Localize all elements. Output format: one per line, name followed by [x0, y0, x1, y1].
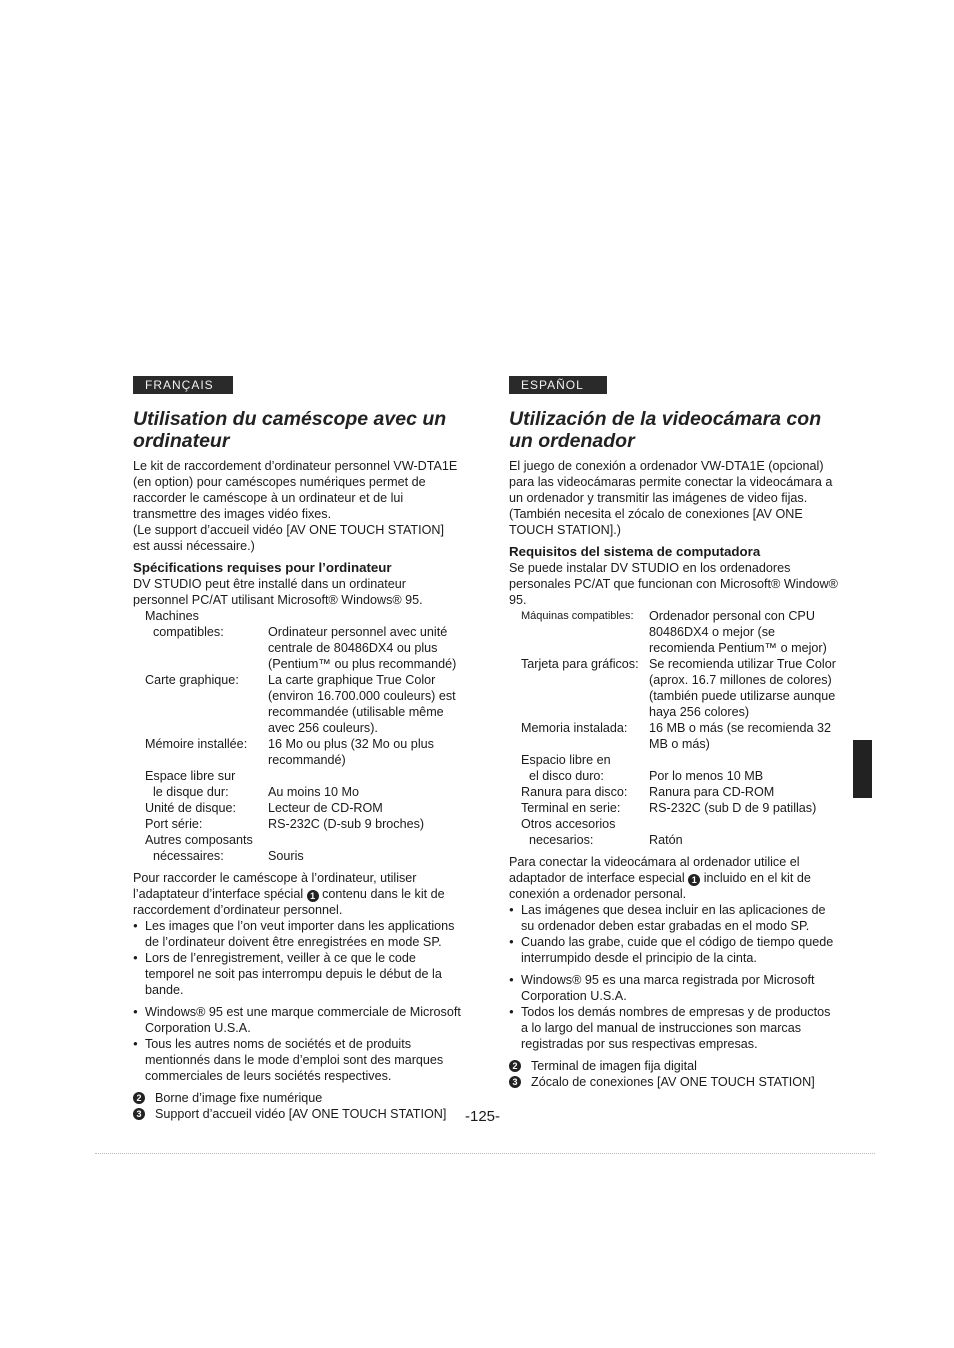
spec-value: Ordinateur personnel avec unité centrale de 80486DX4 ou plus (Pentium™ ou plus recommandé)	[268, 625, 457, 671]
spec-row	[509, 752, 839, 784]
list-item: ● Lors de l’enregistrement, veiller à ce que le code temporel ne soit pas interrompu depuis le début de la bande.	[133, 950, 463, 998]
spec-value: Se recomienda utilizar True Color (aprox. 16.7 millones de colores) (también puede utilizarse aunque haya 256 colores)	[649, 657, 836, 719]
list-item: ● Tous les autres noms de sociétés et de produits mentionnés dans le mode d’emploi sont des marques commerciales de leurs sociétés respectives.	[133, 1036, 463, 1084]
spec-label-cont: nécessaires:	[153, 849, 224, 863]
spec-value: RS-232C (sub D de 9 patillas)	[649, 801, 817, 815]
spec-label: Memoria instalada:	[521, 721, 628, 735]
spec-row	[133, 736, 463, 768]
spec-row	[509, 656, 839, 720]
spec-table-fr	[133, 608, 463, 864]
spec-value: Ratón	[649, 833, 683, 847]
circled-number-1-icon: 1	[688, 874, 700, 886]
footnote: 2 Terminal de imagen fija digital	[509, 1058, 839, 1074]
spec-value: Ranura para CD-ROM	[649, 785, 775, 799]
intro-paragraph-es: El juego de conexión a ordenador VW-DTA1E (opcional) para las videocámaras permite conectar la videocámara a un ordenador y transmitir las imágenes de video fijas.	[509, 459, 833, 505]
circled-number-icon: 3	[509, 1076, 521, 1088]
list-item: ● Todos los demás nombres de empresas y de productos a lo largo del manual de instrucciones son marcas registradas por sus respectivas empresas.	[509, 1004, 839, 1052]
language-badge-es: ESPAÑOL	[509, 376, 607, 394]
spec-label: Ranura para disco:	[521, 785, 628, 799]
circled-number-1-icon: 1	[307, 890, 319, 902]
bottom-divider	[95, 1153, 875, 1154]
bullet-list-fr	[133, 918, 463, 998]
connect-paragraph-es: Para conectar la videocámara al ordenador utilice el adaptador de interface especial 1 incluido en el kit de conexión a ordenador personal.	[509, 855, 811, 901]
spec-label-cont: le disque dur:	[153, 785, 229, 799]
footnote: 3 Zócalo de conexiones [AV ONE TOUCH STATION]	[509, 1074, 839, 1090]
intro-paragraph-fr: Le kit de raccordement d’ordinateur personnel VW-DTA1E (en option) pour caméscopes numériques permet de raccorder le caméscope à un ordinateur et de lui transmettre des images vidéo fixes.	[133, 459, 458, 521]
french-column	[133, 376, 463, 1122]
list-item: ● Windows® 95 es una marca registrada por Microsoft Corporation U.S.A.	[509, 972, 839, 1004]
spec-row	[133, 608, 463, 672]
circled-number-icon: 3	[133, 1108, 145, 1120]
spec-value: Por lo menos 10 MB	[649, 769, 764, 783]
spec-heading-fr: Spécifications requises pour l’ordinateur	[133, 560, 392, 575]
list-item: ● Cuando las grabe, cuide que el código de tiempo quede interrumpido desde el principio de la cinta.	[509, 934, 839, 966]
page-number: -125-	[465, 1108, 501, 1125]
footnotes-fr	[133, 1090, 463, 1122]
trademark-list-fr	[133, 1004, 463, 1084]
language-badge-fr: FRANÇAIS	[133, 376, 233, 394]
spec-label: Terminal en serie:	[521, 801, 621, 815]
intro-note-fr: (Le support d’accueil vidéo [AV ONE TOUCH STATION] est aussi nécessaire.)	[133, 523, 444, 553]
spec-value: Ordenador personal con CPU 80486DX4 o mejor (se recomienda Pentium™ o mejor)	[649, 609, 827, 655]
spec-label: Autres composants	[145, 833, 253, 847]
list-item: ● Windows® 95 est une marque commerciale de Microsoft Corporation U.S.A.	[133, 1004, 463, 1036]
spanish-column	[509, 376, 839, 1090]
spec-table-es	[509, 608, 839, 848]
spec-label: Unité de disque:	[145, 801, 237, 815]
spec-value: 16 Mo ou plus (32 Mo ou plus recommandé)	[268, 737, 434, 767]
spec-label: Mémoire installée:	[145, 737, 248, 751]
spec-heading-es: Requisitos del sistema de computadora	[509, 544, 761, 559]
spec-label: Otros accesorios	[521, 817, 616, 831]
footnotes-es	[509, 1058, 839, 1090]
spec-value: RS-232C (D-sub 9 broches)	[268, 817, 425, 831]
section-tab-marker	[853, 740, 872, 798]
circled-number-icon: 2	[509, 1060, 521, 1072]
spec-label: Espacio libre en	[521, 753, 611, 767]
spec-label: Port série:	[145, 817, 203, 831]
spec-row	[133, 832, 463, 864]
spec-row	[509, 816, 839, 848]
spec-intro-es: Se puede instalar DV STUDIO en los ordenadores personales PC/AT que funcionan con Microsoft® Window® 95.	[509, 561, 838, 607]
spec-value: Souris	[268, 849, 304, 863]
bullet-list-es	[509, 902, 839, 966]
spec-row	[509, 608, 839, 656]
section-title-es: Utilización de la videocámara con un ordenador	[509, 408, 822, 452]
spec-value: Lecteur de CD-ROM	[268, 801, 383, 815]
connect-paragraph-fr: Pour raccorder le caméscope à l’ordinateur, utiliser l’adaptateur d’interface spécial 1 contenu dans le kit de raccordement d’ordinateur personnel.	[133, 871, 445, 917]
spec-row	[133, 800, 463, 816]
circled-number-icon: 2	[133, 1092, 145, 1104]
spec-intro-fr: DV STUDIO peut être installé dans un ordinateur personnel PC/AT utilisant Microsoft® Windows® 95.	[133, 577, 423, 607]
spec-row	[509, 720, 839, 752]
spec-label-cont: el disco duro:	[529, 769, 604, 783]
spec-label: Carte graphique:	[145, 673, 239, 687]
trademark-list-es	[509, 972, 839, 1052]
spec-value: La carte graphique True Color (environ 16.700.000 couleurs) est recommandée (utilisable même avec 256 couleurs).	[268, 673, 456, 735]
list-item: ● Las imágenes que desea incluir en las aplicaciones de su ordenador deben estar grabadas en el modo SP.	[509, 902, 839, 934]
spec-row	[133, 672, 463, 736]
spec-label: Machines	[145, 609, 199, 623]
spec-row	[133, 816, 463, 832]
spec-label: Espace libre sur	[145, 769, 236, 783]
section-title-fr: Utilisation du caméscope avec un ordinateur	[133, 408, 447, 452]
list-item: ● Les images que l’on veut importer dans les applications de l’ordinateur doivent être enregistrées en mode SP.	[133, 918, 463, 950]
spec-label-cont: necesarios:	[529, 833, 594, 847]
spec-label-cont: compatibles:	[153, 625, 224, 639]
footnote: 3 Support d’accueil vidéo [AV ONE TOUCH STATION]	[133, 1106, 463, 1122]
spec-label: Tarjeta para gráficos:	[521, 657, 639, 671]
intro-note-es: (También necesita el zócalo de conexiones [AV ONE TOUCH STATION].)	[509, 507, 803, 537]
footnote: 2 Borne d’image fixe numérique	[133, 1090, 463, 1106]
spec-row	[509, 800, 839, 816]
spec-row	[133, 768, 463, 800]
spec-row	[509, 784, 839, 800]
spec-value: 16 MB o más (se recomienda 32 MB o más)	[649, 721, 831, 751]
spec-label: Máquinas compatibles:	[521, 610, 634, 622]
spec-value: Au moins 10 Mo	[268, 785, 359, 799]
